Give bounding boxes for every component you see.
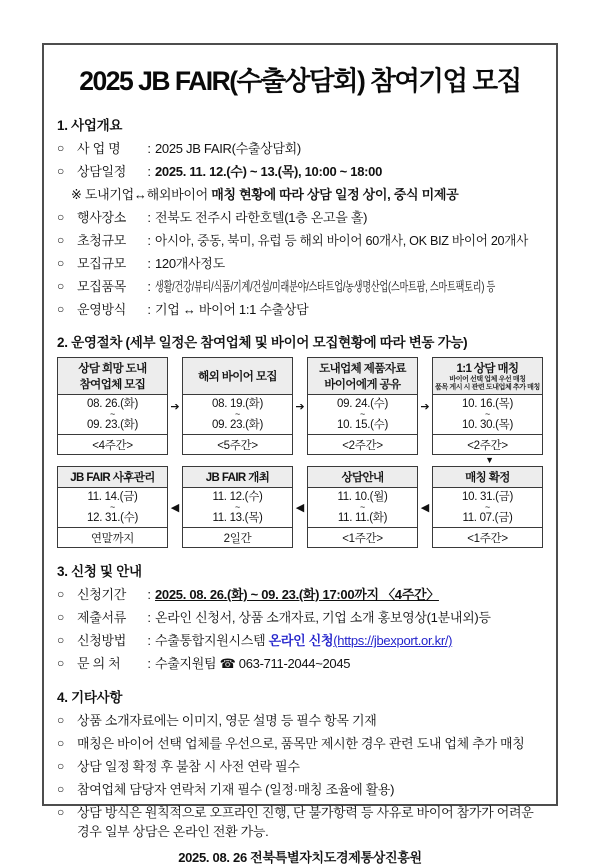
flow-box-header: 상담 희망 도내 참여업체 모집 [58, 358, 167, 395]
colon-separator: : [147, 209, 151, 225]
flow-box-dates: 11. 10.(월) ~ 11. 11.(화) [308, 488, 417, 528]
bullet-icon: ○ [57, 735, 64, 750]
item-label: 모집품목 [77, 278, 127, 294]
arrow-right-icon: ➔ [170, 400, 180, 413]
colon-separator: : [147, 278, 151, 294]
item-label: 문 의 처 [77, 656, 121, 672]
colon-separator: : [147, 587, 151, 603]
list-item-apply-period [57, 585, 543, 605]
flow-box-duration: <5주간> [217, 439, 258, 452]
note-text [71, 185, 458, 205]
colon-separator: : [147, 255, 151, 271]
flow-box-duration: 2일간 [223, 532, 252, 545]
list-item-etc-4 [57, 780, 543, 800]
bullet-icon: ○ [57, 232, 64, 247]
item-label: 상담일정 [77, 163, 127, 179]
item-label: 운영방식 [77, 301, 127, 317]
arrow-left-icon: ◀ [420, 501, 430, 514]
item-text: 상품 소개자료에는 이미지, 영문 설명 등 필수 항목 기재 [77, 712, 377, 728]
flow-box-dates: 08. 26.(화) ~ 09. 23.(화) [58, 395, 167, 435]
bullet-icon: ○ [57, 209, 64, 224]
bullet-icon: ○ [57, 141, 64, 155]
flow-box-domestic-company-recruit [57, 357, 168, 455]
list-item-contact [57, 654, 543, 674]
item-value: 120개사정도 [155, 255, 225, 271]
process-flowchart [57, 357, 543, 548]
flow-box-dates: 08. 19.(화) ~ 09. 23.(화) [183, 395, 292, 435]
section-1-heading: 1. 사업개요 [57, 118, 123, 133]
list-item-method [57, 300, 543, 320]
online-apply-text: 온라인 신청 [268, 633, 334, 649]
list-item-products [57, 277, 543, 297]
flow-box-matching [432, 357, 543, 455]
note-bold: 매칭 현황에 따라 상담 일정 상이, 중식 미제공 [211, 186, 459, 202]
list-item-etc-3 [57, 757, 543, 777]
colon-separator: : [147, 141, 151, 156]
apply-method-text: 수출통합지원시스템 [155, 633, 269, 649]
flow-box-duration: <2주간> [467, 439, 508, 452]
item-value: 2025 JB FAIR(수출상담회) [155, 141, 301, 156]
item-label: 행사장소 [77, 209, 127, 225]
item-label: 초청규모 [77, 232, 127, 248]
flow-box-dates: 09. 24.(수) ~ 10. 15.(수) [308, 395, 417, 435]
flowchart-row-2 [57, 466, 543, 548]
flow-box-header: 해외 바이어 모집 [183, 358, 292, 395]
list-item-venue [57, 208, 543, 228]
section-4-heading: 4. 기타사항 [57, 689, 123, 705]
flow-box-duration: <1주간> [467, 532, 508, 545]
item-label: 사 업 명 [77, 141, 121, 156]
document-border [42, 43, 558, 866]
apply-url-link[interactable]: (https://jbexport.or.kr/) [333, 633, 453, 649]
item-value: 수출지원팀 ☎ 063-711-2044~2045 [155, 656, 351, 672]
list-item-business-name [57, 139, 543, 159]
flow-box-duration: <2주간> [342, 439, 383, 452]
bullet-icon: ○ [57, 163, 64, 178]
arrow-left-icon: ◀ [295, 501, 305, 514]
flow-box-matching-confirm [432, 466, 543, 548]
list-item-invite-scale [57, 231, 543, 251]
item-text: 매칭은 바이어 선택 업체를 우선으로, 품목만 제시한 경우 관련 도내 업체 추가 매칭 [77, 735, 525, 751]
flow-box-header: 상담안내 [308, 467, 417, 488]
flow-box-consult-guide [307, 466, 418, 548]
flow-box-header: 매칭 확정 [433, 467, 542, 488]
flow-box-header: 1:1 상담 매칭 바이어 선택 업체 우선 매칭 품목 게시 시 관련 도내업체 추가 매칭 [433, 358, 542, 395]
flow-box-share-materials [307, 357, 418, 455]
flow-box-duration: <4주간> [92, 439, 133, 452]
bullet-icon: ○ [57, 804, 64, 819]
section-3-heading: 3. 신청 및 안내 [57, 564, 142, 580]
colon-separator: : [147, 656, 151, 672]
item-text: 상담 방식은 원칙적으로 오프라인 진행, 단 불가항력 등 사유로 바이어 참가가 어려운 경우 일부 상담은 온라인 전환 가능. [77, 804, 534, 840]
item-value [155, 631, 543, 651]
item-label: 제출서류 [77, 610, 127, 626]
list-item-schedule [57, 162, 543, 182]
colon-separator: : [147, 163, 151, 179]
bullet-icon: ○ [57, 255, 64, 270]
arrow-left-icon: ◀ [170, 501, 180, 514]
colon-separator: : [147, 232, 151, 248]
list-item-recruit-scale [57, 254, 543, 274]
flowchart-row-1 [57, 357, 543, 455]
page-title: 2025 JB FAIR(수출상담회) 참여기업 모집 [79, 66, 521, 96]
note-prefix: ※ 도내기업↔해외바이어 [71, 186, 212, 202]
flow-box-header: JB FAIR 사후관리 [58, 467, 167, 488]
item-value: 2025. 08. 26.(화) ~ 09. 23.(화) 17:00까지 〈4주간〉 [155, 587, 439, 603]
flow-box-duration: 연말까지 [90, 532, 135, 545]
bullet-icon: ○ [57, 633, 64, 648]
item-value: 온라인 신청서, 상품 소개자료, 기업 소개 홍보영상(1분내외)등 [155, 610, 491, 626]
list-item-apply-method [57, 631, 543, 651]
item-label: 신청방법 [77, 633, 127, 649]
list-item-etc-2 [57, 734, 543, 754]
bullet-icon: ○ [57, 610, 64, 625]
flow-box-header: 도내업체 제품자료 바이어에게 공유 [308, 358, 417, 395]
item-label: 신청기간 [77, 587, 127, 603]
list-item-note [57, 185, 543, 205]
item-label: 모집규모 [77, 255, 127, 271]
section-2-heading: 2. 운영절차 (세부 일정은 참여업체 및 바이어 모집현황에 따라 변동 가능) [57, 335, 468, 351]
flow-box-duration: <1주간> [342, 532, 383, 545]
bullet-icon: ○ [57, 758, 64, 773]
flow-box-header: JB FAIR 개최 [183, 467, 292, 488]
bullet-icon: ○ [57, 656, 64, 671]
flow-box-after-care [57, 466, 168, 548]
item-text: 상담 일정 확정 후 불참 시 사전 연락 필수 [77, 758, 300, 774]
list-item-etc-5 [57, 803, 543, 843]
item-value: 생활/건강/뷰티/식품/기계/건설/미래분야/스타트업/농생명산업(스마트팜, 스마트팩토리) 등 [155, 278, 496, 294]
list-item-etc-1 [57, 711, 543, 731]
list-item-documents [57, 608, 543, 628]
item-value: 아시아, 중동, 북미, 유럽 등 해외 바이어 60개사, OK BIZ 바이어 20개사 [155, 232, 529, 248]
issuer-footer: 2025. 08. 26 전북특별자치도경제통상진흥원 [178, 850, 422, 866]
flow-box-dates: 11. 14.(금) ~ 12. 31.(수) [58, 488, 167, 528]
flow-box-dates: 10. 16.(목) ~ 10. 30.(목) [433, 395, 542, 435]
item-text: 참여업체 담당자 연락처 기재 필수 (일정·매칭 조율에 활용) [77, 781, 395, 797]
item-value: 2025. 11. 12.(수) ~ 13.(목), 10:00 ~ 18:00 [155, 163, 383, 179]
arrow-right-icon: ➔ [420, 400, 430, 413]
flow-box-dates: 11. 12.(수) ~ 11. 13.(목) [183, 488, 292, 528]
flow-box-dates: 10. 31.(금) ~ 11. 07.(금) [433, 488, 542, 528]
flow-box-subtext: 품목 게시 시 관련 도내업체 추가 매칭 [435, 384, 540, 392]
colon-separator: : [147, 301, 151, 317]
item-value: 기업 ↔ 바이어 1:1 수출상담 [155, 301, 309, 317]
bullet-icon: ○ [57, 781, 64, 796]
arrow-down-icon: ▼ [485, 455, 494, 466]
colon-separator: : [147, 633, 151, 649]
arrow-right-icon: ➔ [295, 400, 305, 413]
flow-box-subtext: 바이어 선택 업체 우선 매칭 [449, 375, 526, 383]
flow-box-buyer-recruit [182, 357, 293, 455]
bullet-icon: ○ [57, 301, 64, 316]
flow-box-fair-held [182, 466, 293, 548]
bullet-icon: ○ [57, 712, 64, 727]
bullet-icon: ○ [57, 587, 64, 602]
item-value: 전북도 전주시 라한호텔(1층 온고을 홀) [155, 209, 368, 225]
bullet-icon: ○ [57, 278, 64, 293]
colon-separator: : [147, 610, 151, 626]
